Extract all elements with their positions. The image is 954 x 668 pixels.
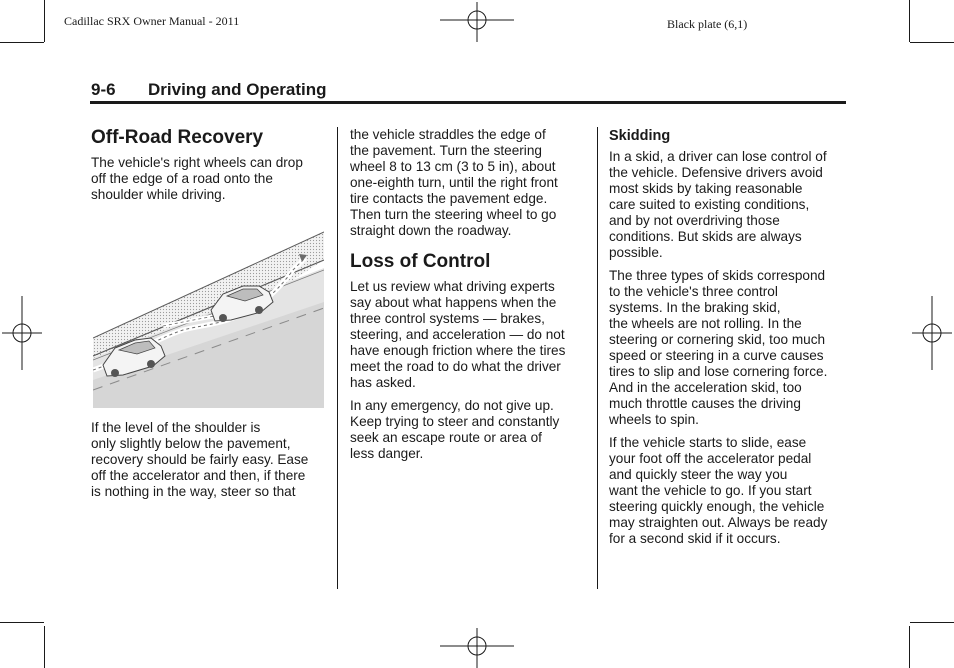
crop-mark (44, 626, 45, 668)
section-header (91, 80, 327, 100)
plate-label: Black plate (6,1) (667, 17, 748, 31)
paragraph: The vehicle's right wheels can drop off the edge of a road onto the shoulder while driving. (91, 155, 303, 202)
crop-mark (910, 622, 954, 623)
crop-mark (44, 0, 45, 42)
paragraph: The three types of skids correspond to the vehicle's three control systems. In the braking skid, the wheels are not rolling. In the steering or cornering skid, too much speed or steering in a curve causes tires to slip and lose cornering force. And in the acceleration skid, too much throttle causes the driving wheels to spin. (609, 268, 828, 427)
column-1-continued (91, 420, 331, 507)
crop-mark (910, 42, 954, 43)
paragraph: the vehicle straddles the edge of the pavement. Turn the steering wheel 8 to 13 cm (3 to 5 in), about one-eighth turn, until the right front tire contacts the pavement edge. Then turn the steering wheel to go straight down the roadway. (350, 127, 558, 238)
column-2 (350, 127, 590, 469)
heading-skidding: Skidding (609, 128, 671, 144)
crop-mark (909, 0, 910, 42)
paragraph: In any emergency, do not give up. Keep trying to steer and constantly seek an escape route or area of less danger. (350, 398, 560, 461)
paragraph: If the vehicle starts to slide, ease your foot off the accelerator pedal and quickly steer the way you want the vehicle to go. If you start steering quickly enough, the vehicle may straighten out. Always be ready for a second skid if it occurs. (609, 435, 828, 546)
paragraph: Let us review what driving experts say about what happens when the three control systems — brakes, steering, and acceleration — do not have enough friction where the tires meet the road to do what the driver has asked. (350, 279, 566, 390)
column-divider (337, 127, 338, 589)
crop-mark (0, 622, 44, 623)
registration-mark-icon (440, 2, 514, 42)
paragraph: In a skid, a driver can lose control of the vehicle. Defensive drivers avoid most skids by taking reasonable care suited to existing conditions, and by not overdriving those conditions. But skids are always possible. (609, 149, 827, 260)
manual-title: Cadillac SRX Owner Manual - 2011 (64, 14, 240, 28)
page-number: 9-6 (91, 80, 116, 99)
crop-mark (909, 626, 910, 668)
column-1 (91, 127, 331, 210)
header-rule (90, 101, 846, 104)
registration-mark-icon (2, 296, 42, 370)
column-divider (597, 127, 598, 589)
heading-off-road-recovery: Off-Road Recovery (91, 127, 264, 148)
heading-loss-of-control: Loss of Control (350, 251, 491, 272)
paragraph: If the level of the shoulder is only slightly below the pavement, recovery should be fairly easy. Ease off the accelerator and then, if there is nothing in the way, steer so that (91, 420, 309, 499)
registration-mark-icon (912, 296, 952, 370)
registration-mark-icon (440, 628, 514, 668)
column-3 (609, 127, 849, 554)
section-title: Driving and Operating (148, 80, 327, 99)
crop-mark (0, 42, 44, 43)
off-road-recovery-illustration (93, 230, 324, 408)
